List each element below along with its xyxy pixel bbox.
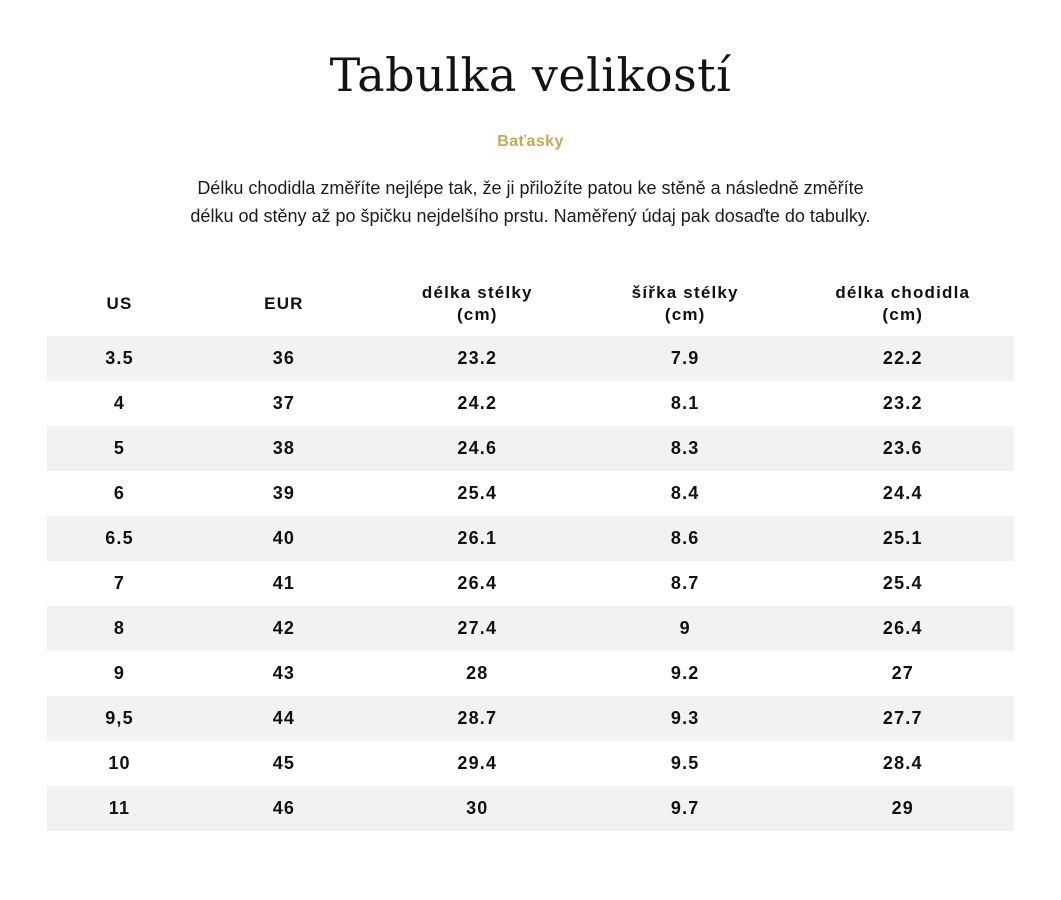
column-header-insole-length: délka stélky (cm) [421,282,533,325]
size-table-row [47,381,1014,426]
size-table-header [47,282,1014,336]
size-table-cell: 38 [272,437,296,458]
size-table-row [47,516,1014,561]
size-table-cell: 8 [113,617,126,638]
size-table-cell: 24.4 [882,482,923,503]
header-row [47,282,1014,336]
size-table-cell: 7.9 [670,347,700,368]
size-table-cell: 22.2 [882,347,923,368]
column-header-eur: EUR [264,294,304,314]
size-table-cell: 23.6 [882,437,923,458]
size-table-cell: 37 [272,392,296,413]
size-table-cell: 10 [108,752,131,773]
size-table-cell: 7 [113,572,126,593]
size-table-cell: 30 [466,797,489,818]
size-table-cell: 39 [272,482,296,503]
size-table-cell: 42 [272,617,296,638]
size-table-cell: 24.6 [457,437,498,458]
size-table-cell: 36 [272,347,296,368]
size-table-cell: 28 [466,662,489,683]
size-table-row [47,426,1014,471]
size-table-cell: 23.2 [882,392,923,413]
column-header-foot-length: délka chodidla (cm) [835,282,971,325]
size-table-container [47,282,1014,831]
size-table-cell: 8.3 [670,437,700,458]
page-title: Tabulka velikostí [329,48,732,102]
size-table-cell: 8.6 [670,527,700,548]
size-table-cell: 25.4 [457,482,498,503]
size-table-cell: 26.4 [457,572,498,593]
size-table-row [47,741,1014,786]
size-table-cell: 25.1 [882,527,923,548]
size-table-cell: 29.4 [457,752,498,773]
size-table-cell: 25.4 [882,572,923,593]
size-table-row [47,606,1014,651]
size-table-cell: 24.2 [457,392,498,413]
column-header-us: US [106,294,133,314]
measurement-instructions [0,175,1061,230]
size-table-cell: 9 [679,617,691,638]
size-table-cell: 27.4 [457,617,498,638]
size-table-cell: 41 [272,572,296,593]
size-table-cell: 43 [272,662,296,683]
size-table-cell: 9 [113,662,126,683]
size-table-cell: 29 [891,797,914,818]
column-header-insole-width: šířka stélky (cm) [631,282,739,325]
size-table-cell: 3.5 [105,347,134,368]
size-table-row [47,696,1014,741]
size-table-cell: 6 [113,482,126,503]
size-table-cell: 9.7 [670,797,700,818]
size-table-cell: 5 [113,437,126,458]
size-table-cell: 26.1 [457,527,498,548]
size-table-cell: 6.5 [105,527,134,548]
size-table-cell: 4 [113,392,126,413]
size-table [47,282,1014,831]
size-table-cell: 45 [272,752,296,773]
size-table-cell: 40 [272,527,296,548]
instructions-line-2: délku od stěny až po špičku nejdelšího prstu. Naměřený údaj pak dosaďte do tabulky. [190,205,871,226]
instructions-line-1: Délku chodidla změříte nejlépe tak, že ji přiložíte patou ke stěně a následně změříte [197,178,864,199]
collection-subtitle: Baťasky [497,133,564,151]
size-table-body [47,336,1014,831]
size-table-cell: 9,5 [105,707,134,728]
size-table-cell: 46 [272,797,296,818]
size-table-cell: 8.4 [670,482,700,503]
size-table-row [47,561,1014,606]
size-table-cell: 23.2 [457,347,498,368]
size-table-cell: 27 [891,662,914,683]
size-table-cell: 28.7 [457,707,498,728]
size-table-cell: 9.2 [670,662,700,683]
size-table-cell: 11 [108,797,131,818]
size-table-cell: 27.7 [882,707,923,728]
size-table-cell: 9.5 [670,752,700,773]
size-table-row [47,336,1014,381]
size-table-cell: 8.1 [670,392,700,413]
size-table-cell: 26.4 [882,617,923,638]
size-table-cell: 8.7 [670,572,700,593]
size-table-cell: 28.4 [882,752,923,773]
size-table-row [47,471,1014,516]
size-table-row [47,786,1014,831]
size-table-row [47,651,1014,696]
size-table-cell: 44 [272,707,296,728]
size-table-cell: 9.3 [670,707,700,728]
